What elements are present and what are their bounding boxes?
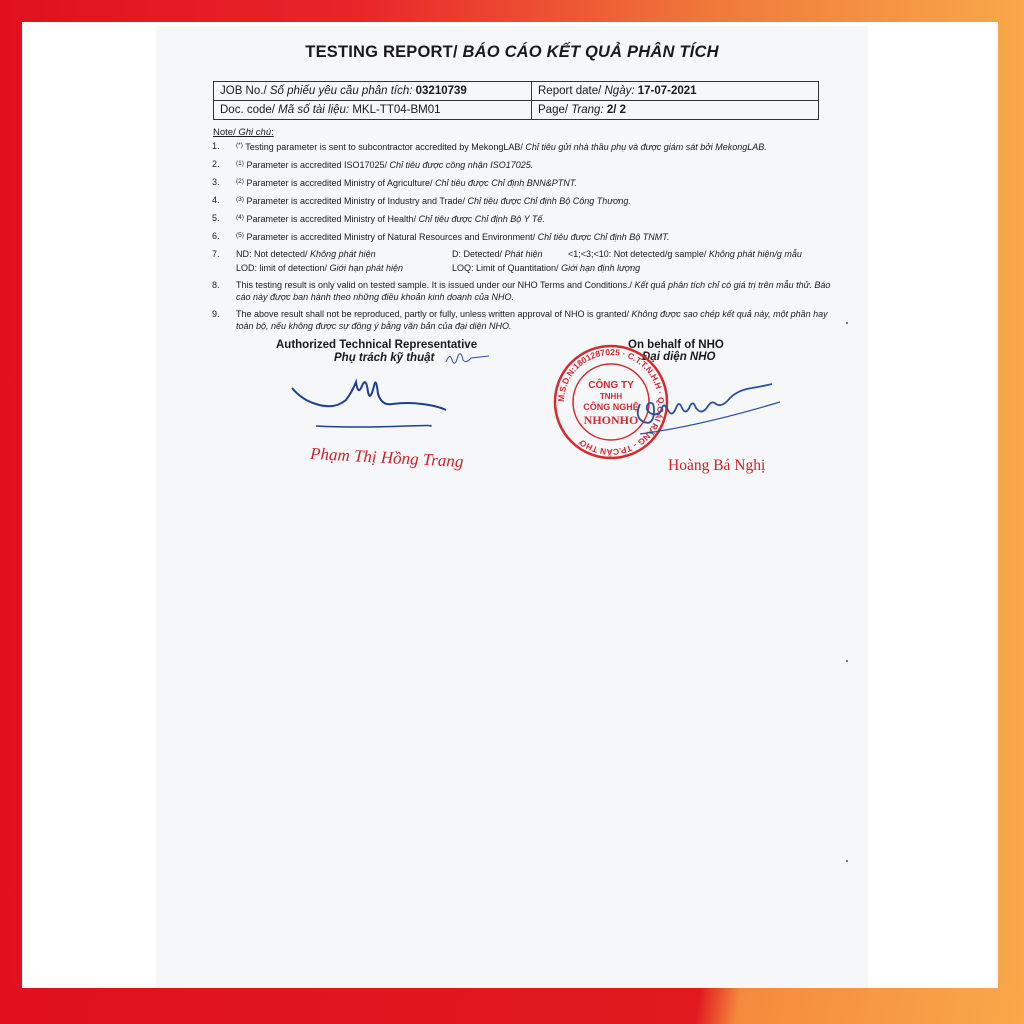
scan-speck <box>846 860 848 862</box>
doc-code-value: MKL-TT04-BM01 <box>349 104 441 116</box>
abbrev-loq-vi: Giới hạn định lượng <box>558 263 641 273</box>
nho-representative-name: Hoàng Bá Nghị <box>668 457 766 474</box>
report-date-label-vi: Ngày: <box>601 85 635 97</box>
note-number: 6. <box>212 231 220 241</box>
nho-representative-subtitle: Đại diện NHO <box>642 351 716 363</box>
doc-code-label-vi: Mã số tài liệu: <box>274 104 350 116</box>
note-marker: (5) <box>236 232 244 239</box>
initials-scribble <box>446 354 489 363</box>
abbrev-d-vi: Phát hiện <box>502 249 543 259</box>
note-text-en: Parameter is accredited ISO17025/ <box>243 160 388 170</box>
title-en: TESTING REPORT/ <box>305 43 458 61</box>
note-heading-en: Note/ <box>213 127 236 138</box>
stamp-line-2: TNHH <box>599 392 623 401</box>
note-heading-colon: : <box>271 127 274 138</box>
technical-representative-name: Phạm Thị Hồng Trang <box>309 443 464 472</box>
note-text-en: The above result shall not be reproduced, partly or fully, unless written approval of NHO is granted/ <box>236 309 630 319</box>
abbrev-lt-en: <1;<3;<10: Not detected/g sample/ <box>568 249 707 259</box>
report-date-value: 17-07-2021 <box>634 85 697 97</box>
note-text-en: Parameter is accredited Ministry of Natural Resources and Environment/ <box>243 232 536 242</box>
note-number: 7. <box>212 249 220 259</box>
nho-representative-title: On behalf of NHO <box>628 339 724 351</box>
abbrev-lod-en: LOD: limit of detection/ <box>236 263 328 273</box>
note-number: 1. <box>212 141 220 151</box>
scan-speck <box>846 322 848 324</box>
note-text-en: Parameter is accredited Ministry of Agriculture/ <box>243 178 433 188</box>
note-text-vi: Không được sao chép kết quả này, một phần hay toàn bộ, nếu không được sự đồng ý bằng văn bản của đại diện NHO. <box>236 309 828 331</box>
job-label-vi: Số phiếu yêu cầu phân tích: <box>266 85 413 97</box>
note-marker: (*) <box>236 142 243 149</box>
note-text-vi: Chỉ tiêu được Chỉ định BNN&PTNT. <box>432 178 577 188</box>
stamp-line-3: CÔNG NGHỆ <box>583 402 639 412</box>
note-number: 8. <box>212 280 220 290</box>
note-text-vi: Chỉ tiêu được Chỉ định Bộ Y Tế. <box>416 214 545 224</box>
job-value: 03210739 <box>412 85 467 97</box>
note-text-en: Parameter is accredited Ministry of Health/ <box>243 214 417 224</box>
note-text-vi: Kết quả phân tích chỉ có giá trị trên mẫu thử. Báo cáo này được ban hành theo những điều khoản kinh doanh của NHO. <box>236 280 831 302</box>
note-marker: (1) <box>236 160 244 167</box>
abbrev-nd-en: ND: Not detected/ <box>236 249 308 259</box>
note-number: 3. <box>212 177 220 187</box>
abbrev-d-en: D: Detected/ <box>452 249 503 259</box>
note-marker: (2) <box>236 178 244 185</box>
left-signature-underline <box>316 426 431 428</box>
note-number: 4. <box>212 195 220 205</box>
abbrev-nd-vi: Không phát hiện <box>307 249 376 259</box>
note-text-en: Parameter is accredited Ministry of Industry and Trade/ <box>243 196 466 206</box>
abbrev-loq-en: LOQ: Limit of Quantitation/ <box>452 263 559 273</box>
note-heading-vi: Ghi chú <box>235 127 272 138</box>
report-date-label: Report date/ <box>538 85 602 97</box>
job-label: JOB No./ <box>220 85 267 97</box>
abbrev-lod-vi: Giới hạn phát hiện <box>327 263 404 273</box>
note-number: 5. <box>212 213 220 223</box>
note-text-vi: Chỉ tiêu gửi nhà thầu phụ và được giám sát bởi MekongLAB. <box>522 142 767 152</box>
stamp-line-1: CÔNG TY <box>588 380 634 391</box>
stamp-line-4: NHONHO <box>583 413 639 427</box>
stamp-ring-text: M.S.D.N:1801287025 · C.T.T.N.H.H · Q.CÁI RĂNG - TP.CẦN THƠ <box>555 346 667 458</box>
title-vi: BÁO CÁO KẾT QUẢ PHÂN TÍCH <box>457 43 719 61</box>
note-text-en: This testing result is only valid on tested sample. It is issued under our NHO Terms and Conditions./ <box>236 280 633 290</box>
note-text-vi: Chỉ tiêu được công nhận ISO17025. <box>387 160 534 170</box>
note-marker: (4) <box>236 214 244 221</box>
company-stamp <box>555 346 667 458</box>
technical-representative-subtitle: Phụ trách kỹ thuật <box>334 352 435 364</box>
technical-representative-title: Authorized Technical Representative <box>276 339 478 351</box>
page-value: 2/ 2 <box>603 104 627 116</box>
abbrev-lt-vi: Không phát hiện/g mẫu <box>706 249 802 259</box>
page-label: Page/ <box>538 104 569 116</box>
left-signature <box>292 382 446 410</box>
note-marker: (3) <box>236 196 244 203</box>
note-text-vi: Chỉ tiêu được Chỉ định Bộ Công Thương. <box>465 196 631 206</box>
doc-code-label: Doc. code/ <box>220 104 275 116</box>
page-label-vi: Trang: <box>568 104 604 116</box>
scan-speck <box>846 660 848 662</box>
note-number: 9. <box>212 309 220 319</box>
note-text-en: Testing parameter is sent to subcontractor accredited by MekongLAB/ <box>242 142 523 152</box>
note-number: 2. <box>212 159 220 169</box>
note-text-vi: Chỉ tiêu được Chỉ định Bộ TNMT. <box>535 232 670 242</box>
